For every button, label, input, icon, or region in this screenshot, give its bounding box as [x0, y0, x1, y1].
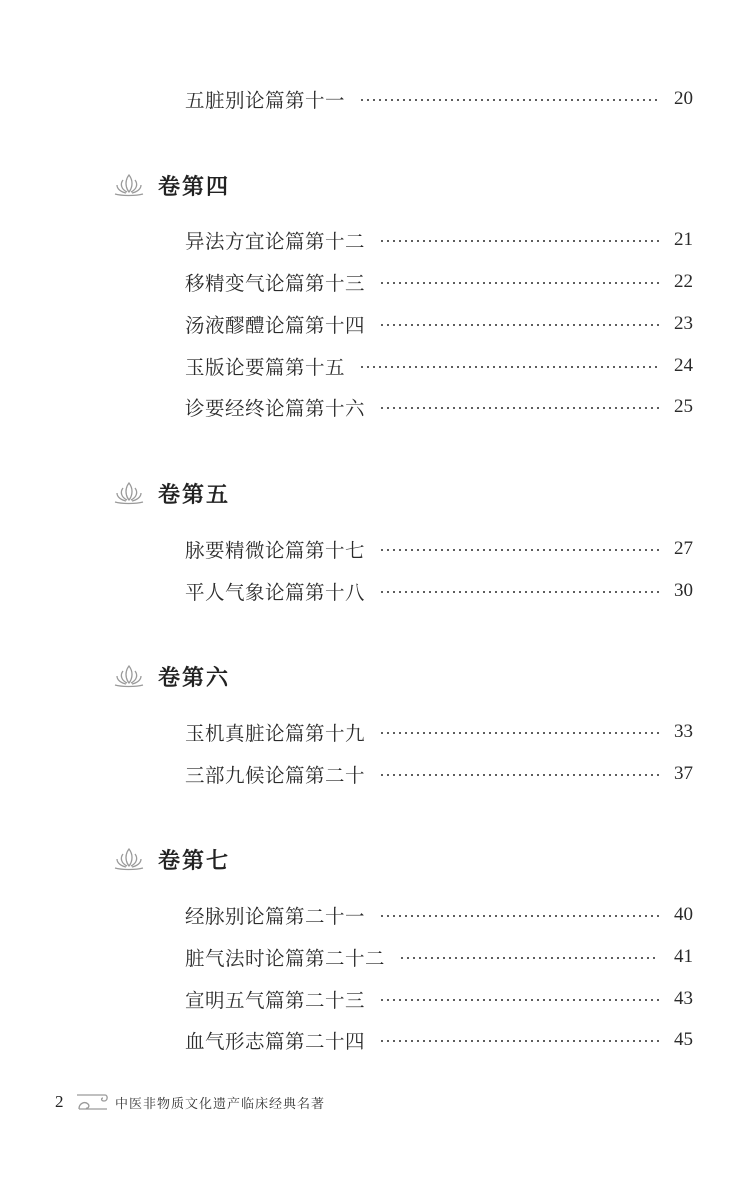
volume-title: 卷第五 [158, 481, 231, 508]
toc-entry-page: 25 [674, 396, 693, 417]
toc-entry-page: 30 [674, 580, 693, 601]
dot-leader [399, 957, 659, 959]
volume-title: 卷第四 [158, 173, 231, 200]
dot-leader [379, 915, 659, 917]
toc-entry-page: 21 [674, 229, 693, 250]
toc-entry-page: 24 [674, 355, 693, 376]
volume-heading [112, 165, 230, 205]
dot-leader [379, 282, 659, 284]
toc-entry[interactable] [185, 392, 693, 422]
toc-entry-page: 20 [674, 88, 693, 109]
toc-entry[interactable] [185, 267, 693, 297]
toc-entry[interactable] [185, 759, 693, 789]
toc-entry-page: 40 [674, 904, 693, 925]
toc-entry-title: 汤液醪醴论篇第十四 [185, 314, 366, 337]
toc-entry[interactable] [185, 942, 693, 972]
toc-entry-title: 三部九候论篇第二十 [185, 764, 366, 787]
dot-leader [379, 732, 659, 734]
toc-entry-page: 33 [674, 721, 693, 742]
toc-entry-title: 五脏别论篇第十一 [185, 89, 346, 112]
toc-entry-page: 43 [674, 988, 693, 1009]
toc-entry-title: 异法方宜论篇第十二 [185, 230, 366, 253]
toc-entry[interactable] [185, 717, 693, 747]
lotus-icon [112, 846, 146, 872]
toc-entry[interactable] [185, 984, 693, 1014]
lotus-icon [112, 172, 146, 198]
toc-entry-title: 血气形志篇第二十四 [185, 1030, 366, 1053]
toc-entry-page: 27 [674, 538, 693, 559]
toc-entry-title: 移精变气论篇第十三 [185, 272, 366, 295]
dot-leader [359, 366, 659, 368]
page-footer [55, 1087, 325, 1117]
dot-leader [379, 1040, 659, 1042]
toc-entry[interactable] [185, 900, 693, 930]
toc-entry-title: 脏气法时论篇第二十二 [185, 947, 386, 970]
volume-heading [112, 473, 230, 513]
volume-heading [112, 839, 230, 879]
cloud-scroll-icon [75, 1089, 109, 1115]
toc-entry-title: 玉版论要篇第十五 [185, 356, 346, 379]
dot-leader [379, 774, 659, 776]
dot-leader [379, 591, 659, 593]
page-number: 2 [55, 1092, 64, 1111]
toc-entry-title: 诊要经终论篇第十六 [185, 397, 366, 420]
toc-entry-page: 45 [674, 1029, 693, 1050]
toc-entry-title: 玉机真脏论篇第十九 [185, 722, 366, 745]
toc-entry-page: 22 [674, 271, 693, 292]
toc-entry-title: 脉要精微论篇第十七 [185, 539, 366, 562]
dot-leader [379, 549, 659, 551]
toc-entry-page: 23 [674, 313, 693, 334]
series-title: 中医非物质文化遗产临床经典名著 [115, 1096, 326, 1112]
toc-entry[interactable] [185, 225, 693, 255]
volume-heading [112, 656, 230, 696]
toc-entry-page: 37 [674, 763, 693, 784]
toc-entry[interactable] [185, 534, 693, 564]
toc-entry-title: 经脉别论篇第二十一 [185, 905, 366, 928]
dot-leader [379, 999, 659, 1001]
dot-leader [359, 99, 659, 101]
lotus-icon [112, 663, 146, 689]
lotus-icon [112, 480, 146, 506]
dot-leader [379, 240, 659, 242]
toc-entry-page: 41 [674, 946, 693, 967]
toc-entry-title: 平人气象论篇第十八 [185, 581, 366, 604]
toc-entry[interactable] [185, 576, 693, 606]
toc-entry[interactable] [185, 84, 693, 114]
volume-title: 卷第六 [158, 664, 231, 691]
toc-entry[interactable] [185, 1025, 693, 1055]
toc-entry[interactable] [185, 309, 693, 339]
dot-leader [379, 407, 659, 409]
dot-leader [379, 324, 659, 326]
toc-entry-title: 宣明五气篇第二十三 [185, 989, 366, 1012]
volume-title: 卷第七 [158, 847, 231, 874]
toc-entry[interactable] [185, 351, 693, 381]
